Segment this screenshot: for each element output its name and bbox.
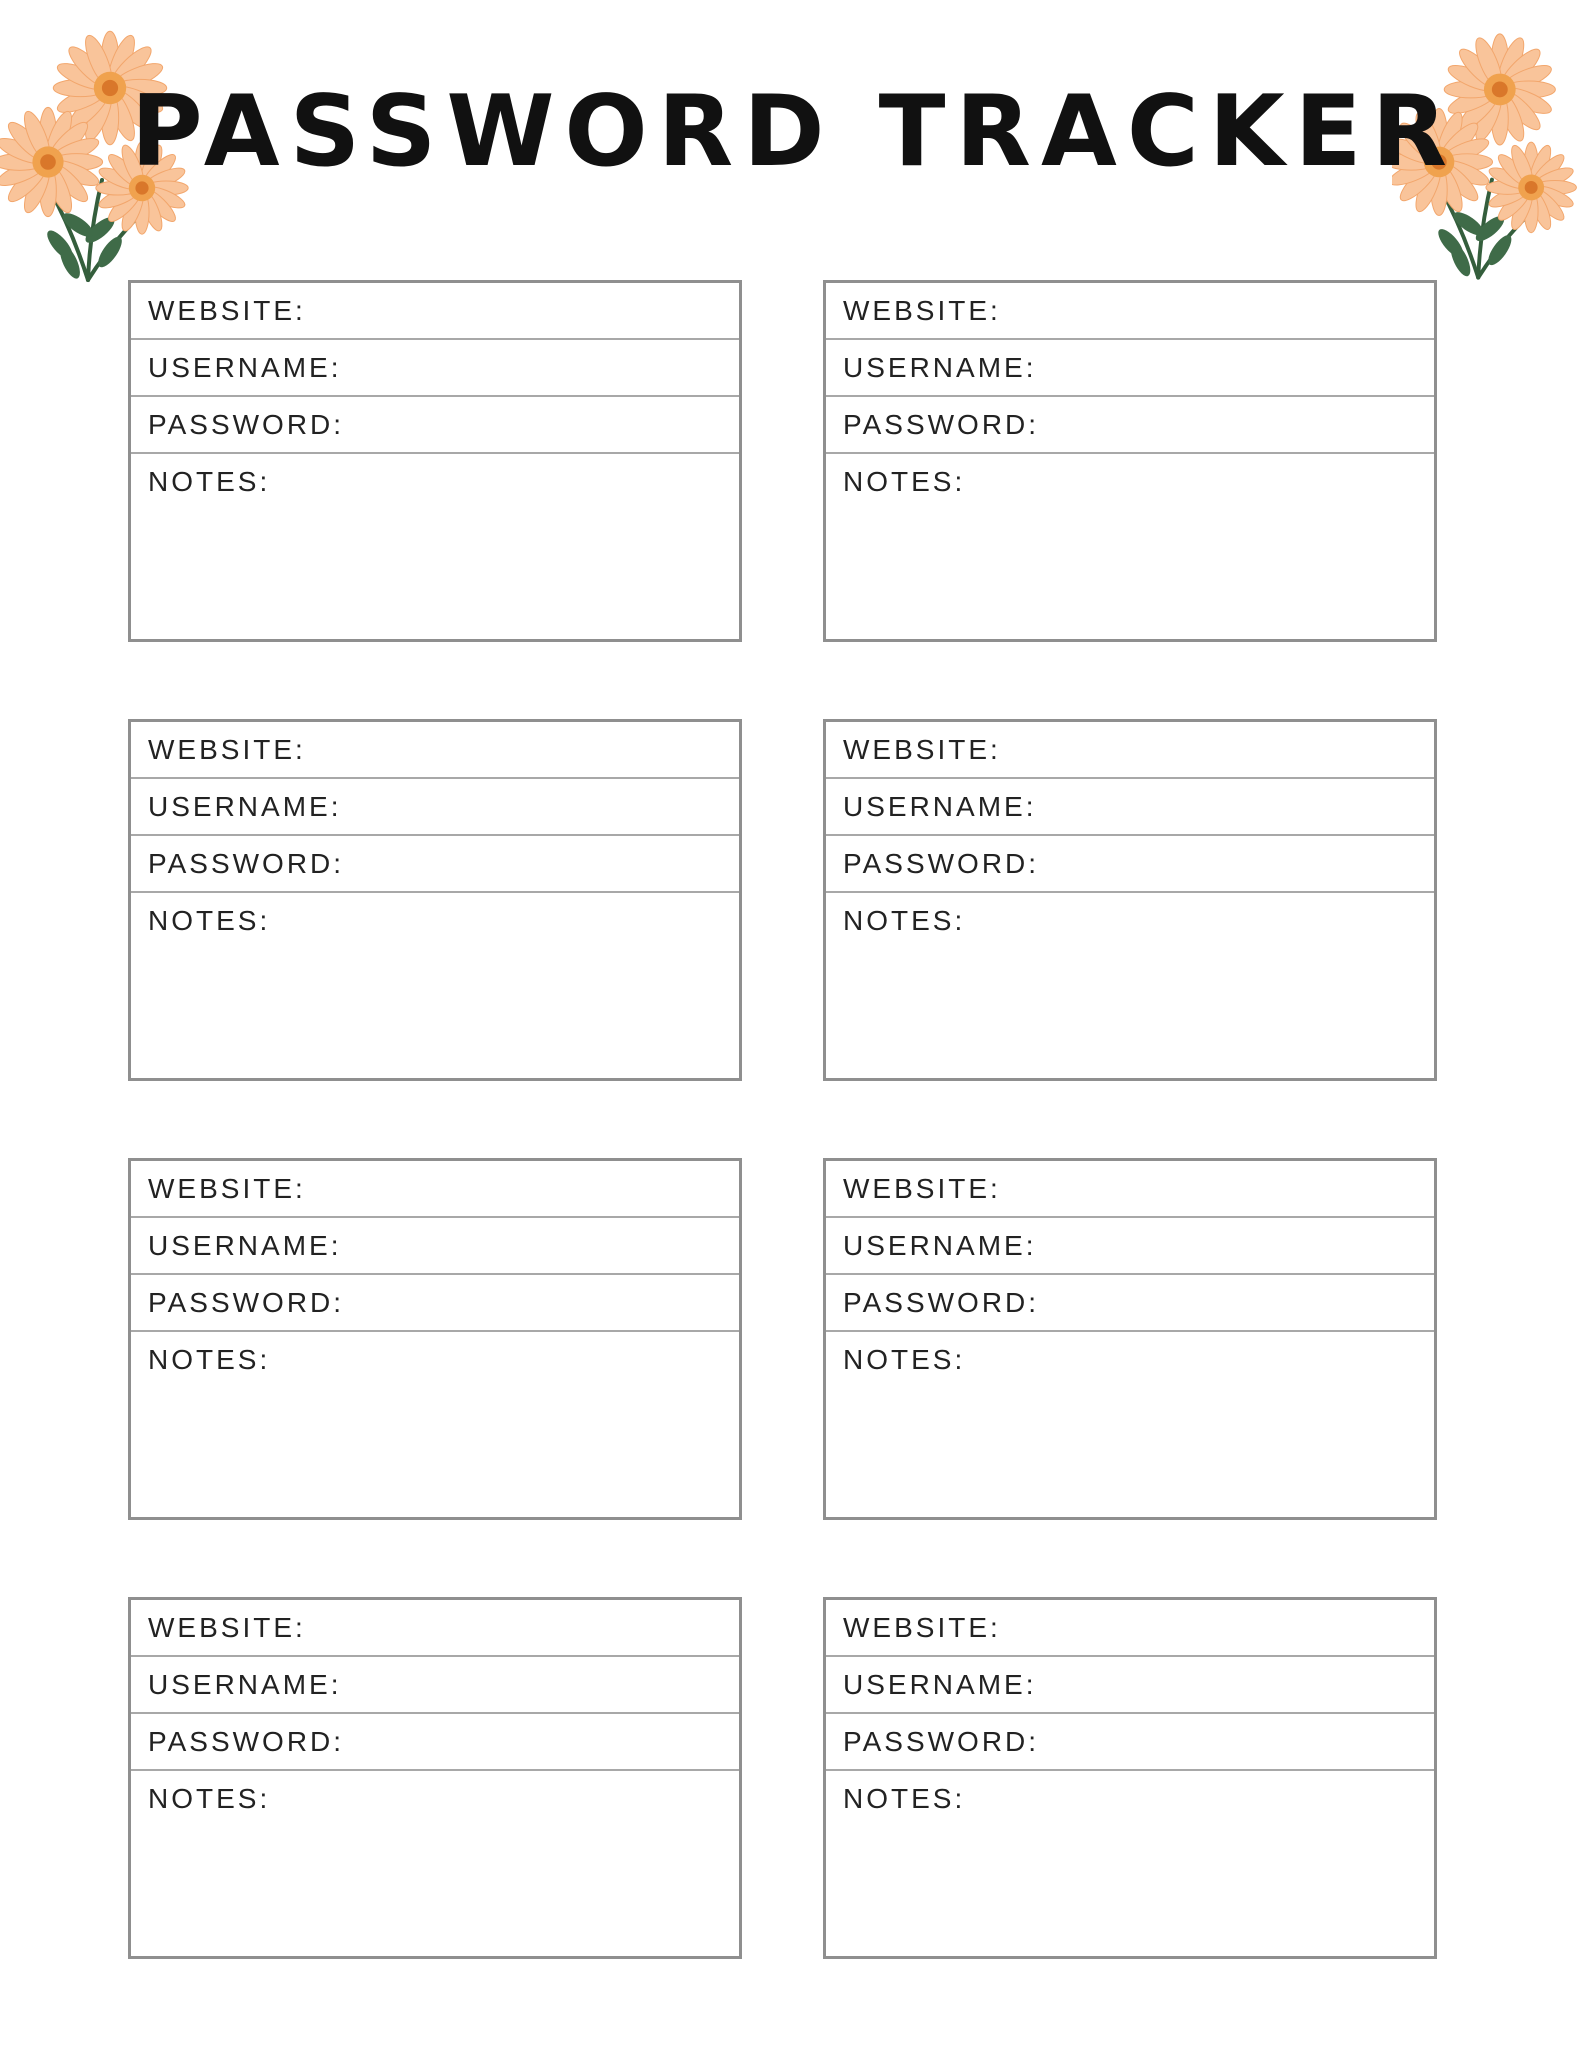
password-field[interactable]: PASSWORD: — [826, 397, 1434, 454]
password-field[interactable]: PASSWORD: — [826, 836, 1434, 893]
username-field[interactable]: USERNAME: — [826, 1218, 1434, 1275]
notes-field[interactable]: NOTES: — [843, 1344, 966, 1375]
username-field[interactable]: USERNAME: — [131, 1657, 739, 1714]
username-field[interactable]: USERNAME: — [131, 1218, 739, 1275]
password-field[interactable]: PASSWORD: — [131, 1275, 739, 1332]
notes-field[interactable]: NOTES: — [148, 905, 271, 936]
password-field[interactable]: PASSWORD: — [131, 836, 739, 893]
notes-field[interactable]: NOTES: — [843, 905, 966, 936]
website-field[interactable]: WEBSITE: — [131, 722, 739, 779]
notes-field[interactable]: NOTES: — [843, 466, 966, 497]
password-card — [823, 1158, 1437, 1520]
username-field[interactable]: USERNAME: — [826, 340, 1434, 397]
username-field[interactable]: USERNAME: — [131, 779, 739, 836]
username-field[interactable]: USERNAME: — [131, 340, 739, 397]
password-card — [823, 719, 1437, 1081]
password-card — [128, 1597, 742, 1959]
notes-field[interactable]: NOTES: — [148, 1344, 271, 1375]
password-field[interactable]: PASSWORD: — [131, 1714, 739, 1771]
password-field[interactable]: PASSWORD: — [826, 1275, 1434, 1332]
password-card — [823, 280, 1437, 642]
password-field[interactable]: PASSWORD: — [131, 397, 739, 454]
website-field[interactable]: WEBSITE: — [826, 1161, 1434, 1218]
website-field[interactable]: WEBSITE: — [826, 283, 1434, 340]
notes-field[interactable]: NOTES: — [148, 1783, 271, 1814]
password-card — [823, 1597, 1437, 1959]
password-field[interactable]: PASSWORD: — [826, 1714, 1434, 1771]
notes-field[interactable]: NOTES: — [148, 466, 271, 497]
website-field[interactable]: WEBSITE: — [826, 1600, 1434, 1657]
page-title: PASSWORD TRACKER — [130, 75, 1458, 189]
password-card — [128, 1158, 742, 1520]
website-field[interactable]: WEBSITE: — [131, 1161, 739, 1218]
password-card — [128, 719, 742, 1081]
website-field[interactable]: WEBSITE: — [131, 283, 739, 340]
notes-field[interactable]: NOTES: — [843, 1783, 966, 1814]
username-field[interactable]: USERNAME: — [826, 1657, 1434, 1714]
website-field[interactable]: WEBSITE: — [826, 722, 1434, 779]
username-field[interactable]: USERNAME: — [826, 779, 1434, 836]
website-field[interactable]: WEBSITE: — [131, 1600, 739, 1657]
password-card — [128, 280, 742, 642]
